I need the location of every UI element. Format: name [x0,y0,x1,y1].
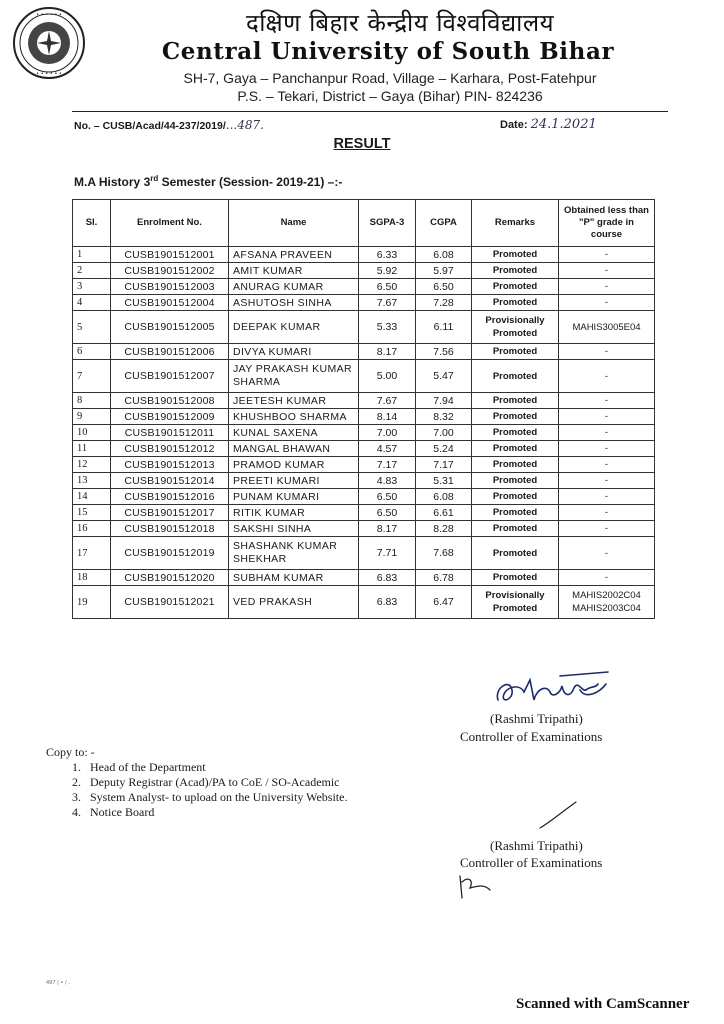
footer-small-note: 497 | • / . [46,980,70,986]
signature-stroke-icon [538,800,578,830]
cell-sgpa: 7.71 [359,537,416,570]
cell-obtained: - [559,473,655,489]
cell-sgpa: 5.00 [359,360,416,393]
cell-name: AMIT KUMAR [229,263,359,279]
cell-enrolment: CUSB1901512011 [111,425,229,441]
cell-remarks: Promoted [472,263,559,279]
cell-name: PUNAM KUMARI [229,489,359,505]
cell-cgpa: 6.08 [416,247,472,263]
col-enrolment: Enrolment No. [111,200,229,247]
cell-cgpa: 8.28 [416,521,472,537]
cell-cgpa: 7.68 [416,537,472,570]
cell-remarks: Promoted [472,360,559,393]
copy-to-heading: Copy to: - [46,745,95,759]
university-seal-icon [12,6,86,80]
cell-enrolment: CUSB1901512002 [111,263,229,279]
table-row [73,409,655,425]
cell-sl: 13 [73,473,111,489]
copy-to-item [72,775,347,790]
cell-remarks: Promoted [472,344,559,360]
cell-sgpa: 6.33 [359,247,416,263]
cell-name: RITIK KUMAR [229,505,359,521]
cell-remarks: Promoted [472,505,559,521]
course-rest: Semester (Session- 2019-21) –:- [158,175,343,189]
cell-remarks: Promoted [472,425,559,441]
cell-remarks: Promoted [472,441,559,457]
reference-number [74,118,264,132]
cell-sl: 4 [73,295,111,311]
cell-obtained: - [559,360,655,393]
address-line-2: P.S. – Tekari, District – Gaya (Bihar) PIN- 824236 [237,88,543,104]
cell-name: JAY PRAKASH KUMAR SHARMA [229,360,359,393]
cell-cgpa: 5.24 [416,441,472,457]
cell-name: DIVYA KUMARI [229,344,359,360]
table-row [73,247,655,263]
initials-icon [456,872,496,902]
result-table [72,199,655,619]
signatory-name: (Rashmi Tripathi) [490,711,583,726]
col-remarks: Remarks [472,200,559,247]
copy-to-text: Notice Board [90,805,155,819]
cell-obtained: - [559,409,655,425]
cell-name: SUBHAM KUMAR [229,570,359,586]
result-title: RESULT [333,136,391,152]
university-name-hindi: दक्षिण बिहार केन्द्रीय विश्वविद्यालय [245,9,555,37]
cell-name: MANGAL BHAWAN [229,441,359,457]
cell-sl: 12 [73,457,111,473]
cell-enrolment: CUSB1901512012 [111,441,229,457]
cell-sgpa: 6.50 [359,279,416,295]
cell-cgpa: 6.11 [416,311,472,344]
cell-obtained: - [559,505,655,521]
cell-sl: 10 [73,425,111,441]
cell-remarks: Promoted [472,247,559,263]
cell-obtained: - [559,247,655,263]
cell-cgpa: 6.78 [416,570,472,586]
cell-enrolment: CUSB1901512013 [111,457,229,473]
col-obtained: Obtained less than "P" grade in course [559,200,655,247]
cell-name: PREETI KUMARI [229,473,359,489]
copy-to-item [72,760,347,775]
cell-enrolment: CUSB1901512016 [111,489,229,505]
table-row [73,279,655,295]
cell-enrolment: CUSB1901512014 [111,473,229,489]
cell-sl: 5 [73,311,111,344]
table-row [73,344,655,360]
cell-sl: 19 [73,586,111,619]
cell-sl: 17 [73,537,111,570]
table-row [73,441,655,457]
reference-label: No. – CUSB/Acad/44-237/2019/ [74,120,226,132]
cell-enrolment: CUSB1901512003 [111,279,229,295]
cell-enrolment: CUSB1901512017 [111,505,229,521]
cell-name: SHASHANK KUMAR SHEKHAR [229,537,359,570]
cell-sl: 9 [73,409,111,425]
cell-sgpa: 5.33 [359,311,416,344]
cell-remarks: Provisionally Promoted [472,311,559,344]
cell-obtained: - [559,425,655,441]
cell-remarks: Promoted [472,295,559,311]
cell-sl: 3 [73,279,111,295]
copy-to-item [72,805,347,820]
cell-cgpa: 6.47 [416,586,472,619]
cell-obtained: MAHIS3005E04 [559,311,655,344]
cell-cgpa: 7.00 [416,425,472,441]
table-row [73,537,655,570]
copy-to-number: 1. [72,760,81,774]
table-row [73,311,655,344]
col-sl: Sl. [73,200,111,247]
svg-text:• • • • • •: • • • • • • [36,71,62,77]
cell-sgpa: 4.57 [359,441,416,457]
cell-remarks: Promoted [472,521,559,537]
cell-sgpa: 6.83 [359,570,416,586]
cell-obtained: - [559,295,655,311]
table-row [73,473,655,489]
cell-cgpa: 7.17 [416,457,472,473]
cell-remarks: Promoted [472,489,559,505]
cell-remarks: Promoted [472,457,559,473]
copy-to-number: 4. [72,805,81,819]
col-cgpa: CGPA [416,200,472,247]
table-row [73,489,655,505]
copy-to-number: 2. [72,775,81,789]
copy-to-list [72,760,347,820]
cell-sgpa: 7.67 [359,295,416,311]
cell-cgpa: 5.47 [416,360,472,393]
table-header-row [73,200,655,247]
cell-sl: 14 [73,489,111,505]
cell-name: JEETESH KUMAR [229,393,359,409]
copy-to-text: System Analyst- to upload on the University Website. [90,790,348,804]
cell-enrolment: CUSB1901512019 [111,537,229,570]
cell-enrolment: CUSB1901512006 [111,344,229,360]
cell-sgpa: 6.50 [359,489,416,505]
cell-sl: 7 [73,360,111,393]
cell-sgpa: 4.83 [359,473,416,489]
cell-sl: 2 [73,263,111,279]
cell-sgpa: 6.50 [359,505,416,521]
table-row [73,586,655,619]
table-row [73,360,655,393]
cell-cgpa: 5.31 [416,473,472,489]
cell-cgpa: 6.50 [416,279,472,295]
cell-name: DEEPAK KUMAR [229,311,359,344]
cell-obtained: - [559,521,655,537]
course-sup: rd [150,174,159,183]
course-title [74,174,342,189]
cell-obtained: - [559,344,655,360]
table-row [73,263,655,279]
cell-sl: 16 [73,521,111,537]
cell-sgpa: 7.00 [359,425,416,441]
cell-sl: 15 [73,505,111,521]
cell-name: ASHUTOSH SINHA [229,295,359,311]
cell-sgpa: 7.17 [359,457,416,473]
cell-obtained: - [559,537,655,570]
signature-icon [490,670,630,710]
table-row [73,457,655,473]
table-row [73,505,655,521]
cell-enrolment: CUSB1901512005 [111,311,229,344]
cell-sgpa: 5.92 [359,263,416,279]
cell-name: KUNAL SAXENA [229,425,359,441]
cell-enrolment: CUSB1901512008 [111,393,229,409]
cell-remarks: Promoted [472,537,559,570]
cell-remarks: Promoted [472,409,559,425]
reference-handwritten: ...487. [225,118,264,132]
cell-remarks: Provisionally Promoted [472,586,559,619]
cell-name: KHUSHBOO SHARMA [229,409,359,425]
cell-cgpa: 7.56 [416,344,472,360]
cell-sgpa: 7.67 [359,393,416,409]
cell-sl: 11 [73,441,111,457]
cell-cgpa: 6.08 [416,489,472,505]
table-row [73,570,655,586]
cell-sgpa: 6.83 [359,586,416,619]
cell-enrolment: CUSB1901512007 [111,360,229,393]
cell-remarks: Promoted [472,473,559,489]
cell-enrolment: CUSB1901512009 [111,409,229,425]
copy-to-number: 3. [72,790,81,804]
cell-obtained: - [559,279,655,295]
date-label: Date: [500,119,528,131]
cell-obtained: - [559,489,655,505]
signatory-title: Controller of Examinations [460,729,603,744]
cell-obtained: MAHIS2002C04 MAHIS2003C04 [559,586,655,619]
date-value: 24.1.2021 [530,117,597,132]
cell-name: AFSANA PRAVEEN [229,247,359,263]
cell-name: ANURAG KUMAR [229,279,359,295]
table-row [73,295,655,311]
signatory2-title: Controller of Examinations [460,855,603,870]
cell-obtained: - [559,393,655,409]
cell-remarks: Promoted [472,570,559,586]
cell-obtained: - [559,441,655,457]
cell-sgpa: 8.17 [359,344,416,360]
cell-sgpa: 8.17 [359,521,416,537]
col-sgpa: SGPA-3 [359,200,416,247]
table-row [73,393,655,409]
cell-cgpa: 8.32 [416,409,472,425]
svg-text:• • • • • •: • • • • • • [36,12,62,18]
copy-to-text: Head of the Department [90,760,206,774]
cell-obtained: - [559,457,655,473]
cell-sl: 1 [73,247,111,263]
cell-enrolment: CUSB1901512018 [111,521,229,537]
copy-to-text: Deputy Registrar (Acad)/PA to CoE / SO-Academic [90,775,340,789]
cell-remarks: Promoted [472,393,559,409]
cell-sl: 18 [73,570,111,586]
cell-remarks: Promoted [472,279,559,295]
cell-enrolment: CUSB1901512001 [111,247,229,263]
cell-cgpa: 5.97 [416,263,472,279]
university-name-english: Central University of South Bihar [161,38,615,65]
scanner-watermark: Scanned with CamScanner [516,996,690,1012]
cell-name: PRAMOD KUMAR [229,457,359,473]
cell-cgpa: 6.61 [416,505,472,521]
col-name: Name [229,200,359,247]
cell-obtained: - [559,570,655,586]
table-row [73,425,655,441]
cell-sl: 6 [73,344,111,360]
cell-name: VED PRAKASH [229,586,359,619]
signatory2-name: (Rashmi Tripathi) [490,838,583,853]
cell-sgpa: 8.14 [359,409,416,425]
cell-cgpa: 7.94 [416,393,472,409]
course-main: M.A History 3 [74,175,151,189]
cell-obtained: - [559,263,655,279]
cell-enrolment: CUSB1901512021 [111,586,229,619]
header-divider [72,111,668,112]
cell-name: SAKSHI SINHA [229,521,359,537]
copy-to-item [72,790,347,805]
document-date [500,117,597,132]
cell-sl: 8 [73,393,111,409]
cell-cgpa: 7.28 [416,295,472,311]
table-row [73,521,655,537]
cell-enrolment: CUSB1901512020 [111,570,229,586]
address-line-1: SH-7, Gaya – Panchanpur Road, Village – Karhara, Post-Fatehpur [183,70,597,86]
cell-enrolment: CUSB1901512004 [111,295,229,311]
